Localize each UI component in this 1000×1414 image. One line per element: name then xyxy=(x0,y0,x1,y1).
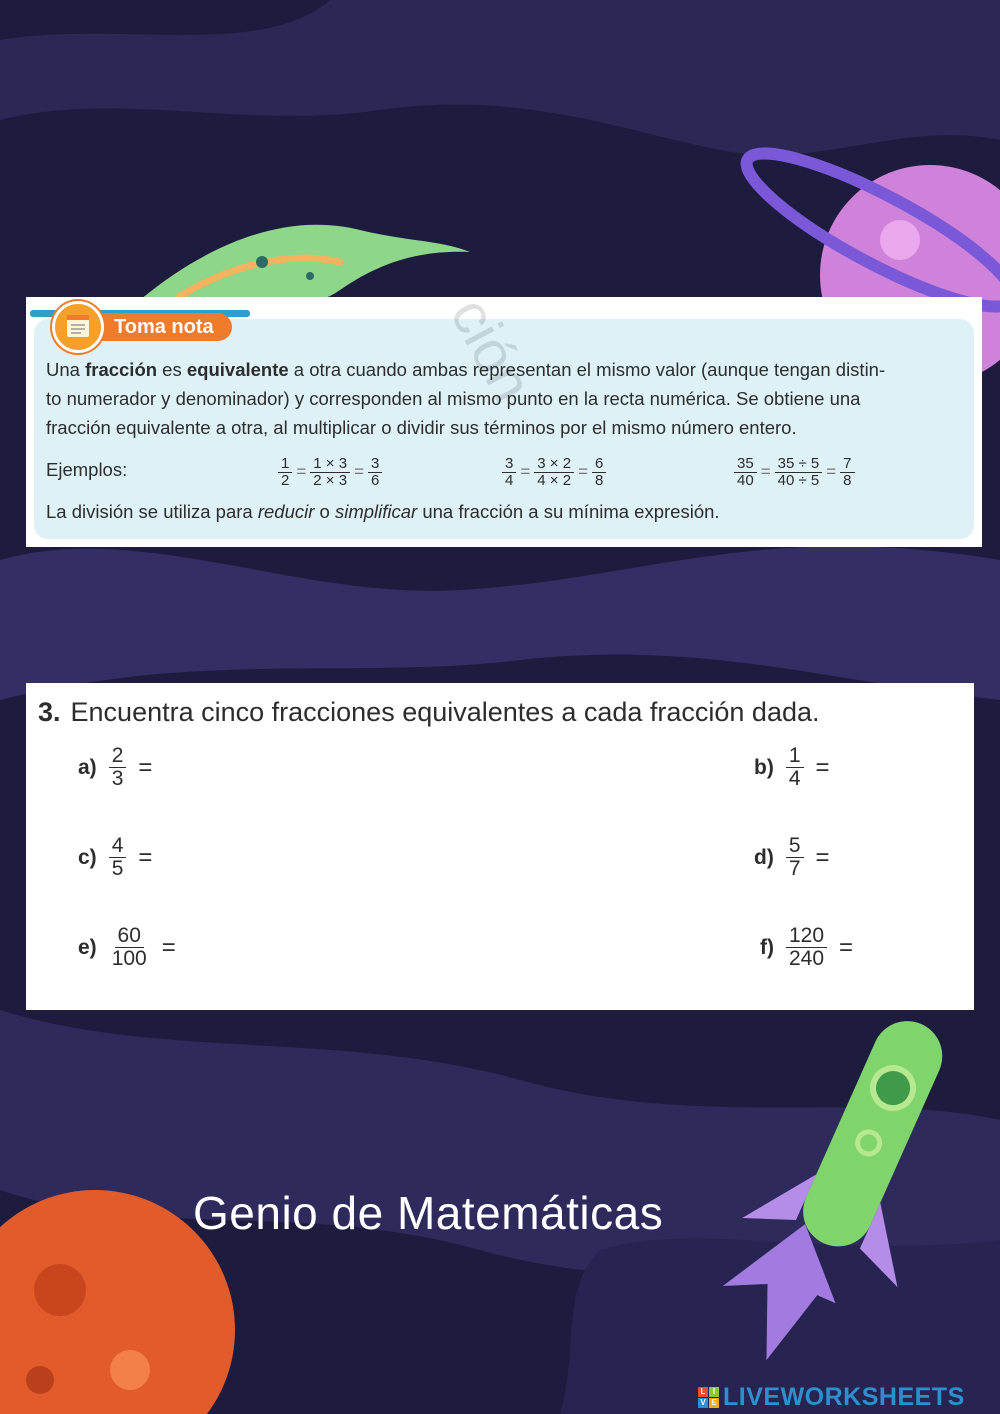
liveworksheets-logo xyxy=(698,1383,965,1412)
exercise-item-e: e) $\frac{60}{100}$ = xyxy=(78,924,176,971)
watermark-text: ción xyxy=(437,287,546,412)
example-2: $\frac{3}{4}$ = $\frac{3 \times 2}{4 \times 2}$ = $\frac{6}{8}$ xyxy=(502,456,606,489)
liveworksheets-logo-icon: L I V E xyxy=(698,1387,719,1408)
example-1: $\frac{1}{2}$ = $\frac{1 \times 3}{2 \times 3}$ = $\frac{3}{6}$ xyxy=(278,456,382,489)
exercise-card xyxy=(26,683,974,1010)
exercise-instruction: 3. Encuentra cinco fracciones equivalentes a cada fracción dada. xyxy=(38,697,820,727)
note-line-5: La división se utiliza para reducir o simplificar una fracción a su mínima expresión. xyxy=(46,501,720,522)
exercise-item-a: a) $\frac{2}{3}$ = xyxy=(78,744,153,791)
footer-title: Genio de Matemáticas xyxy=(193,1187,664,1239)
notepad-icon xyxy=(52,301,104,353)
note-tab-label: Toma nota xyxy=(86,313,232,341)
note-line-2: to numerador y denominador) y corresponden al mismo punto en la recta numérica. Se obtiene una xyxy=(46,388,861,409)
note-line-1: Una fracción es equivalente a otra cuando ambas representan el mismo valor (aunque tengan distin- xyxy=(46,359,886,380)
note-line-3: fracción equivalente a otra, al multiplicar o dividir sus términos por el mismo número entero. xyxy=(46,417,797,438)
example-3: $\frac{35}{40}$ = $\frac{35 \div 5}{40 \div 5}$ = $\frac{7}{8}$ xyxy=(734,456,855,489)
exercise-item-d: d) $\frac{5}{7}$ = xyxy=(754,834,830,881)
exercise-item-b: b) $\frac{1}{4}$ = xyxy=(754,744,830,791)
exercise-number: 3. xyxy=(38,697,61,727)
note-card xyxy=(26,287,982,547)
exercise-item-c: c) $\frac{4}{5}$ = xyxy=(78,834,153,881)
examples-label: Ejemplos: xyxy=(46,459,128,480)
exercise-item-f: f) $\frac{120}{240}$ = xyxy=(760,924,854,971)
liveworksheets-brand-text: LIVEWORKSHEETS xyxy=(723,1383,965,1411)
